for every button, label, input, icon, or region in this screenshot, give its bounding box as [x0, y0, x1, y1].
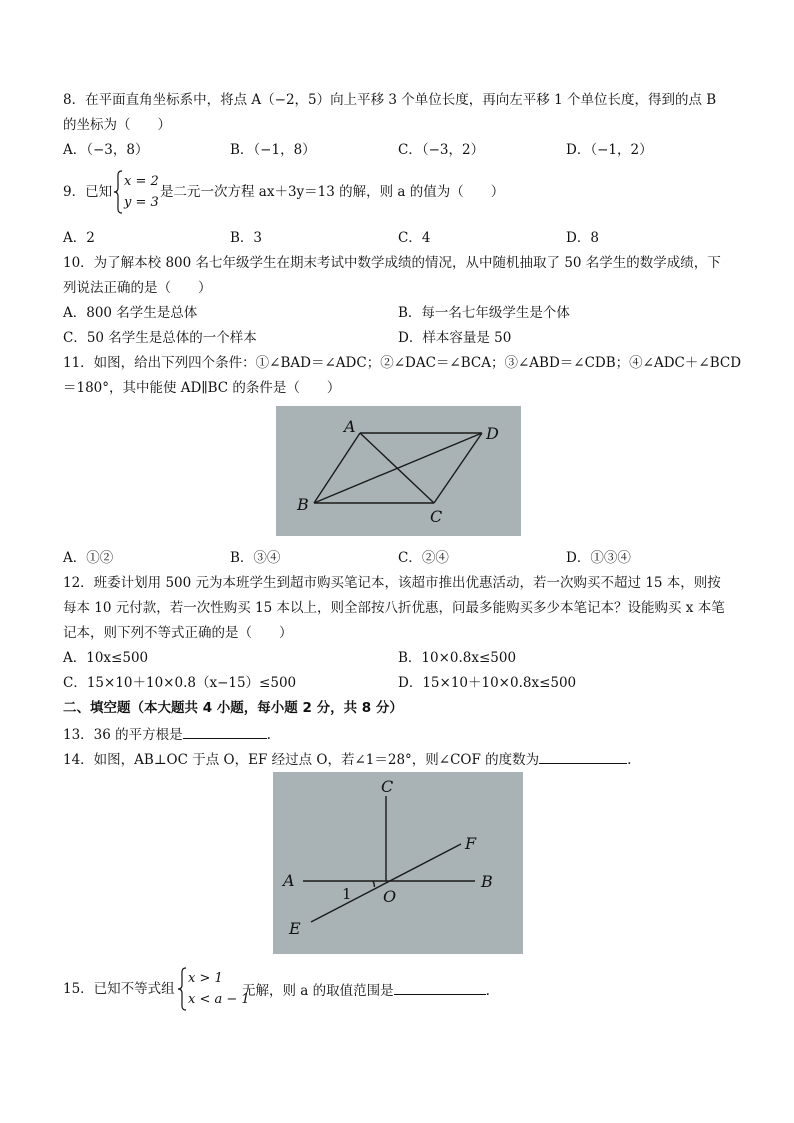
q11-parallelogram-figure — [276, 406, 521, 536]
q13-stem — [63, 724, 271, 744]
q15-system-top: x > 1 — [188, 971, 223, 986]
q14-end: . — [627, 752, 632, 768]
q11-option-c: C．②④ — [398, 550, 449, 566]
q9-option-a: A．2 — [63, 230, 95, 246]
q12-option-a: A．10x≤500 — [63, 650, 149, 666]
q11-option-a: A．①② — [63, 550, 114, 566]
q9-system-top: x = 2 — [124, 174, 159, 189]
q13-end: . — [266, 727, 271, 743]
q11-label-d: D — [486, 424, 499, 443]
q8-option-d: D．（−1，2） — [566, 142, 653, 158]
q15-end: . — [485, 983, 490, 999]
q14-label-b: B — [481, 872, 493, 891]
q14-label-c: C — [381, 777, 394, 796]
q12-option-d: D．15×10＋10×0.8x≤500 — [398, 675, 577, 691]
q13-answer-blank[interactable] — [183, 724, 267, 739]
q11-stem-line1: 11．如图，给出下列四个条件：①∠BAD＝∠ADC；②∠DAC＝∠BCA；③∠ABD＝∠CDB；④∠ADC＋∠BCD — [63, 355, 742, 371]
q15-system-bottom: x < a − 1 — [188, 992, 250, 1007]
q10-stem-line1: 10．为了解本校 800 名七年级学生在期末考试中数学成绩的情况，从中随机抽取了 50 名学生的数学成绩，下 — [63, 255, 721, 271]
q14-angle-figure — [273, 772, 523, 954]
q14-label-f: F — [465, 834, 477, 853]
q12-option-c: C．15×10＋10×0.8（x−15）≤500 — [63, 675, 297, 691]
q10-option-b: B．每一名七年级学生是个体 — [398, 305, 570, 321]
q15-prefix: 15．已知不等式组 — [63, 981, 175, 997]
q15-brace — [177, 967, 187, 1011]
q11-label-c: C — [430, 507, 443, 526]
q15-answer-blank[interactable] — [394, 980, 486, 995]
q12-stem-line1: 12．班委计划用 500 元为本班学生到超市购买笔记本，该超市推出优惠活动，若一次购买不超过 15 本，则按 — [63, 575, 721, 591]
q14-label-angle-1: 1 — [342, 885, 352, 903]
q14-answer-blank[interactable] — [539, 749, 627, 764]
q15-suffix-line — [242, 980, 490, 1000]
q11-label-b: B — [297, 495, 309, 514]
q8-option-a: A．（−3，8） — [63, 142, 149, 158]
q12-stem-line3: 记本，则下列不等式正确的是（ ） — [63, 625, 293, 641]
q9-option-c: C．4 — [398, 230, 431, 246]
q12-stem-line2: 每本 10 元付款，若一次性购买 15 本以上，则全部按八折优惠，问最多能购买多少本笔记本？设能购买 x 本笔 — [63, 600, 725, 616]
q8-stem-line2: 的坐标为（ ） — [63, 117, 171, 133]
q11-stem-line2: ＝180°，其中能使 AD∥BC 的条件是（ ） — [63, 380, 341, 396]
q10-option-a: A．800 名学生是总体 — [63, 305, 198, 321]
q9-suffix: 是二元一次方程 ax＋3y＝13 的解，则 a 的值为（ ） — [160, 184, 505, 200]
q9-system-bottom: y = 3 — [124, 195, 159, 210]
q14-stem — [63, 749, 631, 769]
q10-option-c: C．50 名学生是总体的一个样本 — [63, 330, 257, 346]
section-fill-in-title: 二、填空题（本大题共 4 小题，每小题 2 分，共 8 分） — [63, 700, 403, 716]
q13-text: 13．36 的平方根是 — [63, 727, 183, 743]
q9-option-d: D．8 — [566, 230, 599, 246]
q10-option-d: D．样本容量是 50 — [398, 330, 512, 346]
q12-option-b: B．10×0.8x≤500 — [398, 650, 517, 666]
q14-label-o: O — [383, 887, 397, 906]
q14-label-a: A — [283, 871, 295, 890]
q8-option-c: C．（−3，2） — [398, 142, 485, 158]
q9-prefix: 9．已知 — [63, 184, 113, 200]
q9-option-b: B．3 — [230, 230, 263, 246]
q11-option-d: D．①③④ — [566, 550, 631, 566]
q11-option-b: B．③④ — [230, 550, 281, 566]
q11-label-a: A — [344, 417, 356, 436]
q14-label-e: E — [289, 919, 301, 938]
q15-suffix: 无解，则 a 的取值范围是 — [242, 983, 394, 999]
q9-brace — [113, 170, 123, 214]
q14-text: 14．如图，AB⊥OC 于点 O，EF 经过点 O，若∠1＝28°，则∠COF 的度数为 — [63, 752, 540, 768]
q8-option-b: B．（−1，8） — [230, 142, 316, 158]
q8-stem-line1: 8．在平面直角坐标系中，将点 A（−2，5）向上平移 3 个单位长度，再向左平移 1 个单位长度，得到的点 B — [63, 92, 717, 108]
q10-stem-line2: 列说法正确的是（ ） — [63, 280, 212, 296]
